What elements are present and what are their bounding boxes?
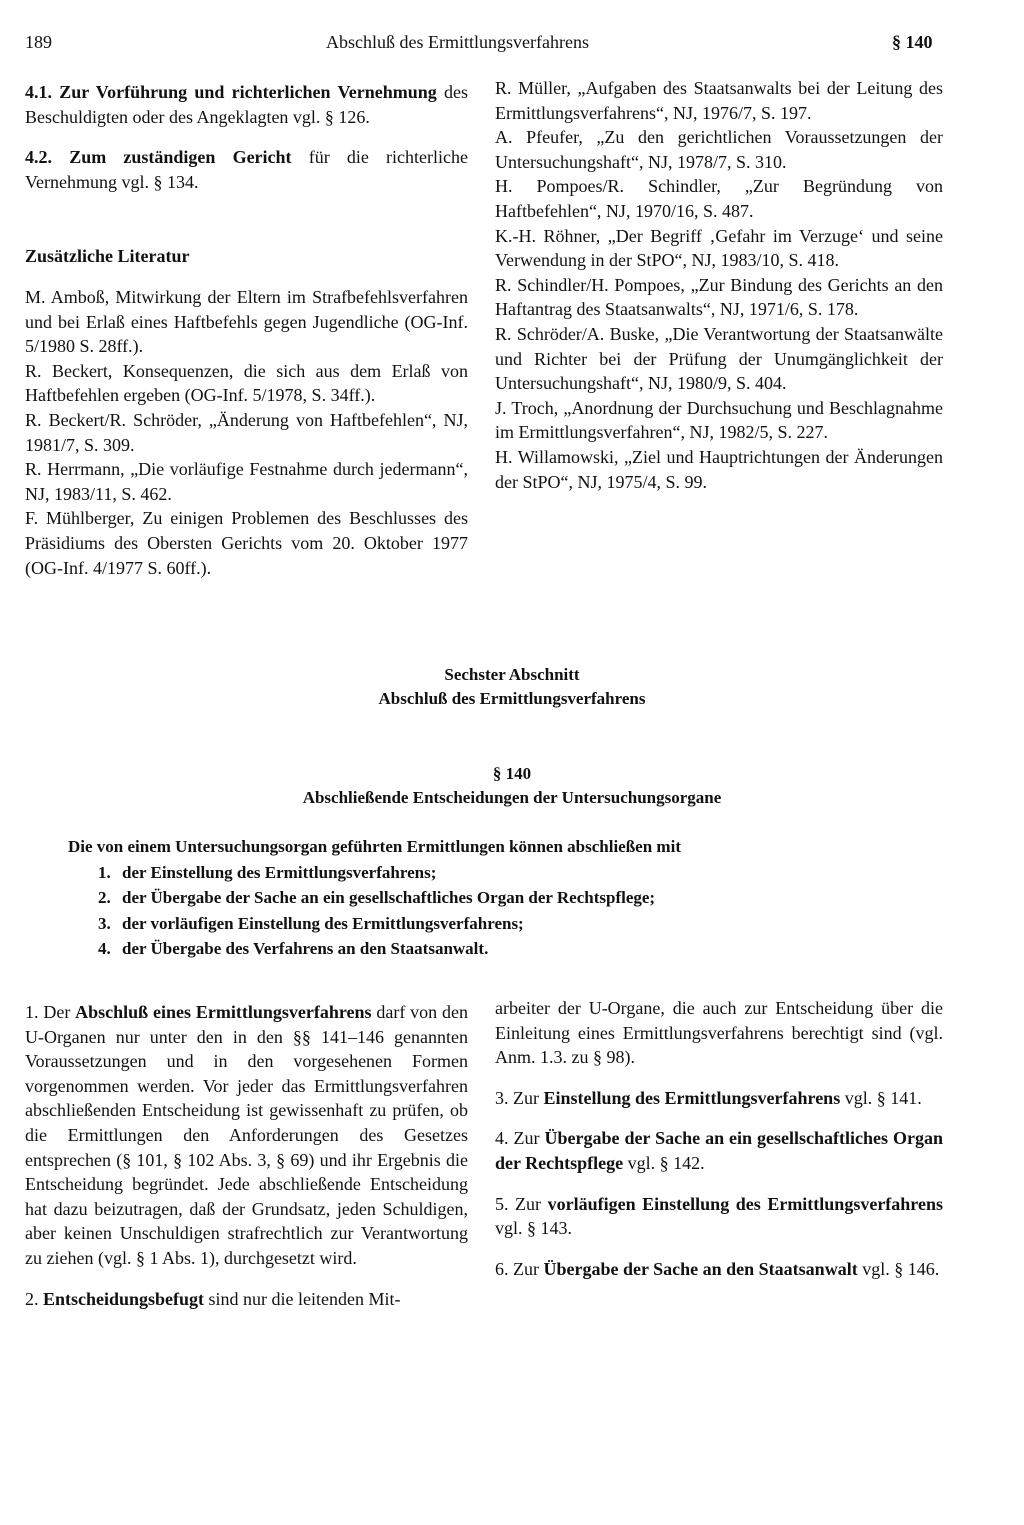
literature-entry: A. Pfeufer, „Zu den gerichtlichen Voraussetzungen der Untersuchungshaft“, NJ, 1978/7, S. 310. <box>495 127 943 172</box>
literature-entry: K.-H. Röhner, „Der Begriff ‚Gefahr im Verzuge‘ und seine Verwendung in der StPO“, NJ, 1983/10, S. 418. <box>495 225 943 271</box>
literature-entry: M. Amboß, Mitwirkung der Eltern im Strafbefehlsverfahren und bei Erlaß eines Haftbefehls gegen Jugendliche (OG-Inf. 5/1980 S. 28ff.). <box>25 286 468 357</box>
literature-entry: R. Müller, „Aufgaben des Staatsanwalts bei der Leitung des Ermittlungsverfahrens“, NJ, 1976/7, S. 197. <box>495 78 943 123</box>
commentary-2: 2. Entscheidungsbefugt sind nur die leitenden Mit- <box>25 1288 401 1309</box>
section-heading-line2: Abschluß des Ermittlungsverfahrens <box>378 689 646 708</box>
note-4-2 <box>25 145 468 194</box>
commentary-left-column <box>25 1000 468 1311</box>
note-4-2-text: für die richterliche Vernehmung vgl. § 134. <box>25 147 468 192</box>
paragraph-number: § 140 <box>492 764 532 783</box>
paragraph-heading <box>0 762 1024 810</box>
literature-entry: R. Schröder/A. Buske, „Die Verantwortung der Staatsanwälte und Richter bei der Prüfung der Unumgänglichkeit der Untersuchungshaft“, NJ, 1980/9, S. 404. <box>495 323 943 394</box>
norm-text <box>68 834 948 962</box>
literature-entry: H. Willamowski, „Ziel und Hauptrichtungen der Änderungen der StPO“, NJ, 1975/4, S. 99. <box>495 446 943 492</box>
page-number: 189 <box>25 32 52 52</box>
literature-list-right <box>495 76 943 494</box>
paragraph-title: Abschließende Entscheidungen der Untersuchungsorgane <box>302 788 722 807</box>
note-4-1-keyword: Zur Vorführung und richterlichen Vernehmung <box>59 82 437 102</box>
literature-entry: H. Pompoes/R. Schindler, „Zur Begründung von Haftbefehlen“, NJ, 1970/16, S. 487. <box>495 176 943 221</box>
commentary-1: 1. Der Abschluß eines Ermittlungsverfahrens darf von den U-Organen nur unter den in den §§ 141–146 genannten Voraussetzungen und in den vorgesehenen Formen vorgenommen werden. Vor jeder das Ermittlungsverfahren abschließenden Entscheidung ist gewissenhaft zu prüfen, ob die Ermittlungen den Anforderungen des Gesetzes entsprechen (§ 101, § 102 Abs. 3, § 69) und ihr Ergebnis die Entscheidung begründet. Jede abschließende Entscheidung hat dazu beizutragen, daß der Grundsatz, jeden Schuldigen, aber keinen Unschuldigen strafrechtlich zur Verantwortung zu ziehen (vgl. § 1 Abs. 1), durchgesetzt wird. <box>25 1002 469 1268</box>
literature-entry: R. Schindler/H. Pompoes, „Zur Bindung des Gerichts an den Haftantrag des Staatsanwalts“, NJ, 1971/6, S. 178. <box>495 274 943 320</box>
left-top-column <box>25 80 468 580</box>
commentary-3: 3. Zur Einstellung des Ermittlungsverfahrens vgl. § 141. <box>495 1087 922 1108</box>
note-4-1-text: des Beschuldigten oder des Angeklagten vgl. § 126. <box>25 82 468 127</box>
literature-entry: R. Beckert/R. Schröder, „Änderung von Haftbefehlen“, NJ, 1981/7, S. 309. <box>25 409 468 455</box>
literature-list-left <box>25 285 468 580</box>
commentary-5: 5. Zur vorläufigen Einstellung des Ermittlungsverfahrens vgl. § 143. <box>495 1193 943 1239</box>
note-4-2-number: 4.2. <box>25 147 52 168</box>
commentary-4: 4. Zur Übergabe der Sache an ein gesellschaftliches Organ der Rechtspflege vgl. § 142. <box>495 1128 944 1173</box>
literature-entry: R. Herrmann, „Die vorläufige Festnahme durch jedermann“, NJ, 1983/11, S. 462. <box>25 459 468 504</box>
commentary-6: 6. Zur Übergabe der Sache an den Staatsanwalt vgl. § 146. <box>495 1258 940 1279</box>
literature-heading: Zusätzliche Literatur <box>25 246 190 267</box>
section-heading <box>0 663 1024 711</box>
norm-list <box>68 860 948 962</box>
literature-entry: J. Troch, „Anordnung der Durchsuchung und Beschlagnahme im Ermittlungsverfahren“, NJ, 1982/5, S. 227. <box>495 397 943 443</box>
running-title: Abschluß des Ermittlungsverfahrens <box>326 32 589 52</box>
note-4-1-number: 4.1. <box>25 82 52 102</box>
literature-entry: R. Beckert, Konsequenzen, die sich aus dem Erlaß von Haftbefehlen ergeben (OG-Inf. 5/1978, S. 34ff.). <box>25 360 468 406</box>
section-marker: § 140 <box>892 32 933 52</box>
commentary-2-continued: arbeiter der U-Organe, die auch zur Entscheidung über die Einleitung eines Ermittlungsverfahrens berechtigt sind (vgl. Anm. 1.3. zu § 98). <box>495 998 943 1068</box>
norm-item: 2. der Übergabe der Sache an ein gesellschaftliches Organ der Rechtspflege; <box>98 888 656 908</box>
section-heading-line1: Sechster Abschnitt <box>444 665 580 684</box>
norm-item: 4. der Übergabe des Verfahrens an den Staatsanwalt. <box>98 939 489 959</box>
note-4-2-keyword: Zum zuständigen Gericht <box>69 147 292 168</box>
note-4-1 <box>25 80 468 129</box>
literature-entry: F. Mühlberger, Zu einigen Problemen des Beschlusses des Präsidiums des Obersten Gerichts vom 20. Oktober 1977 (OG-Inf. 4/1977 S. 60ff.). <box>25 508 468 578</box>
norm-intro: Die von einem Untersuchungsorgan geführten Ermittlungen können abschließen mit <box>68 837 681 856</box>
norm-item: 3. der vorläufigen Einstellung des Ermittlungsverfahrens; <box>98 913 524 933</box>
commentary-right-column <box>495 996 943 1281</box>
norm-item: 1. der Einstellung des Ermittlungsverfahrens; <box>98 862 437 882</box>
